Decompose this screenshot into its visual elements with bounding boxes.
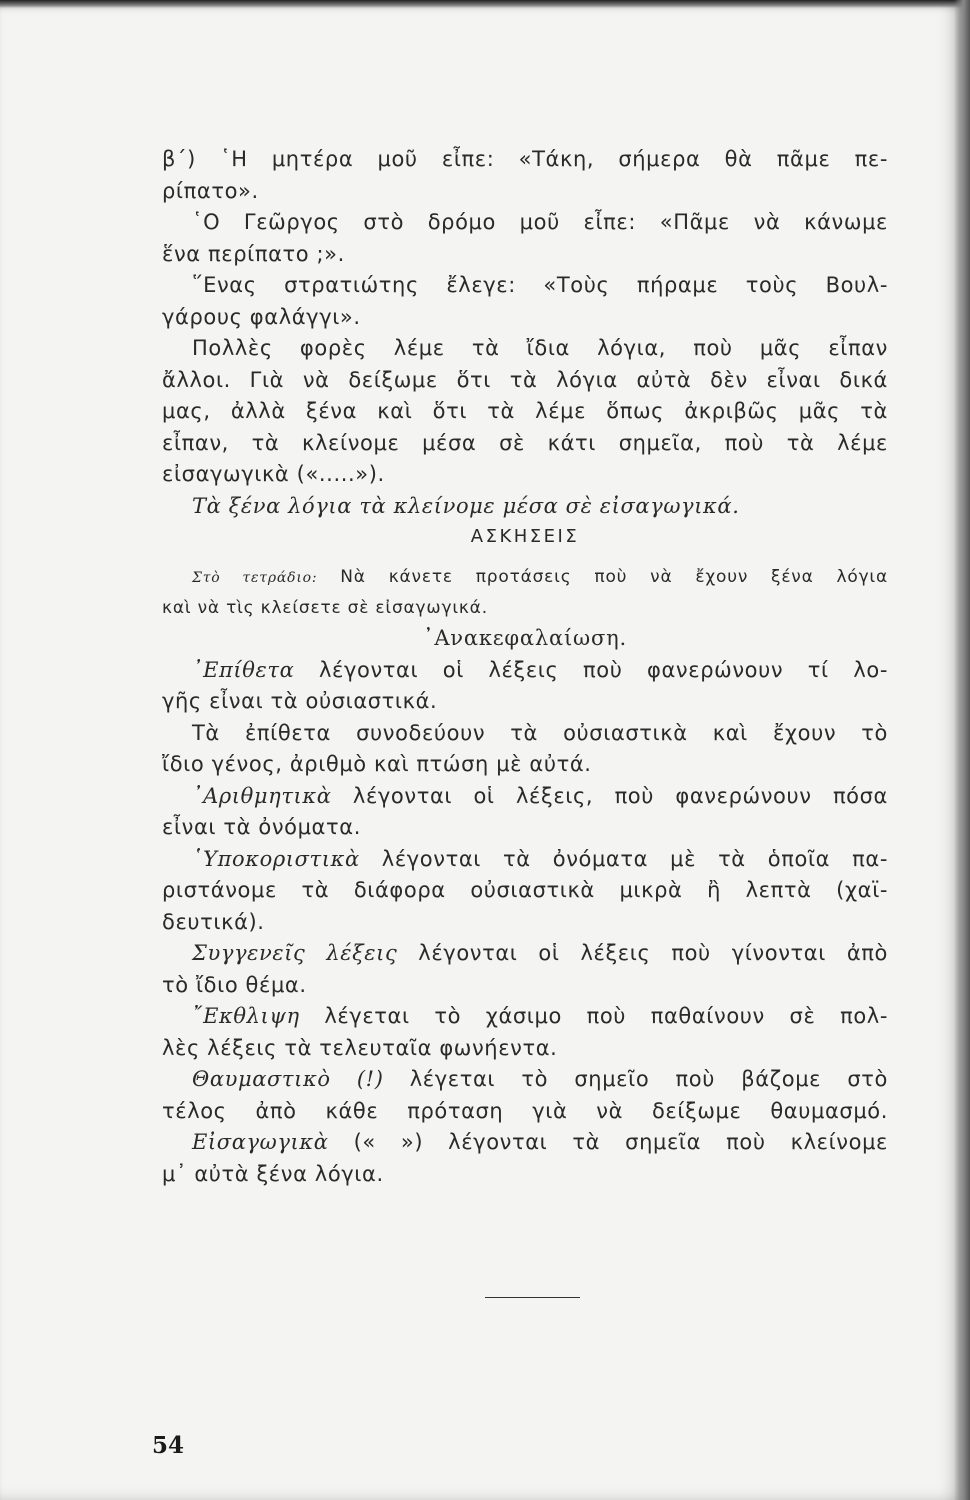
exercises-section bbox=[162, 522, 888, 623]
text-line: εἰσαγωγικὰ («.....»). bbox=[162, 462, 385, 486]
term: ᾿Αριθμητικὰ bbox=[192, 783, 332, 808]
recap-line: εἶναι τὰ ὀνόματα. bbox=[162, 815, 361, 839]
end-divider bbox=[485, 1297, 580, 1298]
recap-line bbox=[162, 844, 888, 876]
scan-edge-right bbox=[954, 0, 970, 1500]
recap-line: μ᾿ αὐτὰ ξένα λόγια. bbox=[162, 1161, 384, 1186]
text-line: ἕνα περίπατο ;». bbox=[162, 241, 345, 266]
exercise-line bbox=[162, 562, 888, 593]
definition: λέγονται οἱ λέξεις, ποὺ φανερώνουν πόσα bbox=[331, 783, 888, 808]
term: ῾Υποκοριστικὰ bbox=[192, 846, 360, 871]
text-line: μας, ἀλλὰ ξένα καὶ ὅτι τὰ λέμε ὅπως ἀκριβῶς μᾶς τὰ bbox=[162, 399, 888, 423]
recap-line: Τὰ ἐπίθετα συνοδεύουν τὰ οὐσιαστικὰ καὶ ἔχουν τὸ bbox=[192, 720, 888, 745]
definition: λέγονται τὰ ὀνόματα μὲ τὰ ὁποῖα πα- bbox=[359, 846, 888, 871]
text-line: ρίπατο». bbox=[162, 178, 259, 203]
text-line: ῞Ενας στρατιώτης ἔλεγε: «Τοὺς πήραμε τοὺς Βουλ- bbox=[192, 273, 888, 297]
exercises-heading: ΑΣΚΗΣΕΙΣ bbox=[470, 526, 580, 547]
page-number: 54 bbox=[152, 1432, 185, 1459]
recap-line: τέλος ἀπὸ κάθε πρόταση γιὰ νὰ δείξωμε θαυμασμό. bbox=[162, 1098, 888, 1123]
term: ῎Εκθλιψη bbox=[192, 1004, 300, 1028]
scan-edge-top bbox=[0, 0, 970, 8]
exercise-text bbox=[162, 562, 888, 623]
recap-line bbox=[162, 938, 888, 970]
exercise-label: Στὸ τετράδιο: bbox=[192, 570, 318, 586]
definition: (« ») λέγονται τὰ σημεῖα ποὺ κλείνομε bbox=[328, 1130, 888, 1154]
recap-line bbox=[162, 1001, 888, 1033]
text-line: γάρους φαλάγγι». bbox=[162, 304, 361, 329]
term: Εἰσαγωγικὰ bbox=[192, 1130, 329, 1154]
text-line: Πολλὲς φορὲς λέμε τὰ ἴδια λόγια, ποὺ μᾶς εἶπαν bbox=[192, 336, 888, 360]
recap-section bbox=[162, 623, 888, 1190]
recap-line bbox=[162, 1127, 888, 1159]
term: ᾿Επίθετα bbox=[192, 657, 295, 682]
recap-line: ριστάνομε τὰ διάφορα οὐσιαστικὰ μικρὰ ἢ λεπτὰ (χαϊ- bbox=[162, 878, 888, 902]
definition: λέγεται τὸ χάσιμο ποὺ παθαίνουν σὲ πολ- bbox=[299, 1004, 888, 1028]
recap-title: ᾿Ανακεφαλαίωση. bbox=[423, 626, 627, 650]
rule-statement: Τὰ ξένα λόγια τὰ κλείνομε μέσα σὲ εἰσαγωγικά. bbox=[192, 493, 740, 518]
recap-line bbox=[162, 1064, 888, 1096]
text-line: εἶπαν, τὰ κλείνομε μέσα σὲ κάτι σημεῖα, ποὺ τὰ λέμε bbox=[162, 430, 888, 455]
exercise-line: καὶ νὰ τὶς κλείσετε σὲ εἰσαγωγικά. bbox=[162, 598, 488, 618]
definition: λέγεται τὸ σημεῖο ποὺ βάζομε στὸ bbox=[383, 1067, 888, 1091]
recap-line: δευτικά). bbox=[162, 909, 265, 934]
recap-line: τὸ ἴδιο θέμα. bbox=[162, 972, 307, 997]
quotation-examples bbox=[162, 144, 888, 522]
text-line: β΄) ῾Η μητέρα μοῦ εἶπε: «Τάκη, σήμερα θὰ πᾶμε πε- bbox=[162, 147, 888, 171]
text-line: ἄλλοι. Γιὰ νὰ δείξωμε ὅτι τὰ λόγια αὐτὰ δὲν εἶναι δικά bbox=[162, 367, 888, 392]
text-line: ῾Ο Γεῶργος στὸ δρόμο μοῦ εἶπε: «Πᾶμε νὰ κάνωμε bbox=[192, 210, 888, 234]
page-text bbox=[162, 144, 888, 1190]
recap-line: γῆς εἶναι τὰ οὐσιαστικά. bbox=[162, 689, 438, 713]
recap-line: λὲς λέξεις τὰ τελευταῖα φωνήεντα. bbox=[162, 1035, 558, 1060]
definition: λέγονται οἱ λέξεις ποὺ γίνονται ἀπὸ bbox=[397, 941, 889, 965]
term: Θαυμαστικὸ (!) bbox=[192, 1067, 384, 1091]
definition: λέγονται οἱ λέξεις ποὺ φανερώνουν τί λο- bbox=[294, 657, 888, 682]
term: Συγγενεῖς λέξεις bbox=[192, 941, 398, 965]
recap-line bbox=[162, 781, 888, 813]
recap-line: ἴδιο γένος, ἀριθμὸ καὶ πτώση μὲ αὐτά. bbox=[162, 752, 592, 776]
exercise-line-text: Νὰ κάνετε προτάσεις ποὺ νὰ ἔχουν ξένα λόγια bbox=[317, 567, 888, 587]
recap-line bbox=[162, 655, 888, 687]
